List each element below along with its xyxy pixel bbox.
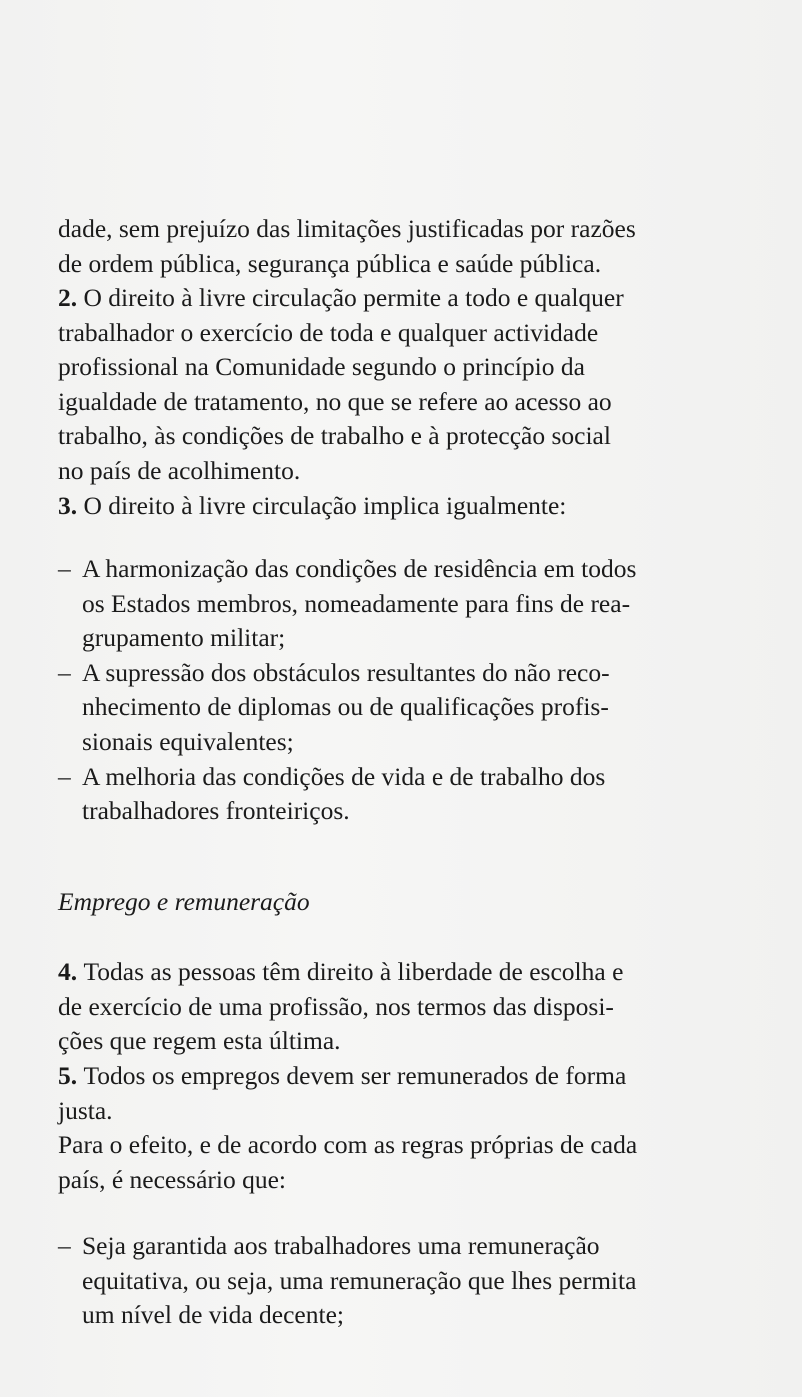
- dash-marker: –: [58, 657, 71, 687]
- text-line: justa.: [58, 1095, 113, 1125]
- text-line: Seja garantida aos trabalhadores uma remuneração: [82, 1231, 600, 1260]
- bullet-list-2: [58, 1229, 698, 1333]
- bullet-item: [58, 656, 698, 760]
- text-line: A harmonização das condições de residência em todos: [82, 554, 637, 583]
- bullet-list-1: [58, 552, 698, 829]
- bullet-item: [58, 760, 698, 829]
- text-line: trabalhadores fronteiriços.: [82, 796, 350, 826]
- text-line: ções que regem esta última.: [58, 1026, 341, 1056]
- dash-marker: –: [58, 1231, 71, 1260]
- text-line: dade, sem prejuízo das limitações justificadas por razões: [58, 214, 636, 243]
- bullet-item: [58, 552, 698, 656]
- text-line: igualdade de tratamento, no que se refere ao acesso ao: [58, 386, 612, 416]
- text-line: profissional na Comunidade segundo o princípio da: [58, 352, 585, 382]
- text-line: A supressão dos obstáculos resultantes do não reco-: [82, 657, 610, 687]
- text-line: O direito à livre circulação permite a todo e qualquer: [83, 283, 624, 312]
- text-line: nhecimento de diplomas ou de qualificações profis-: [82, 692, 609, 722]
- text-line: país, é necessário que:: [58, 1164, 286, 1194]
- paragraph-after-5: [58, 1128, 698, 1197]
- text-line: de ordem pública, segurança pública e saúde pública.: [58, 248, 602, 278]
- text-line: um nível de vida decente;: [82, 1300, 344, 1330]
- text-line: O direito à livre circulação implica igualmente:: [83, 491, 567, 520]
- section-heading: Emprego e remuneração: [58, 887, 310, 916]
- paragraph-number: 3.: [58, 491, 84, 520]
- text-line: trabalhador o exercício de toda e qualquer actividade: [58, 317, 599, 347]
- text-line: os Estados membros, nomeadamente para fins de rea-: [82, 588, 631, 618]
- text-line: A melhoria das condições de vida e de trabalho dos: [82, 761, 606, 791]
- text-line: equitativa, ou seja, uma remuneração que lhes permita: [82, 1265, 637, 1295]
- text-line: Todas as pessoas têm direito à liberdade de escolha e: [83, 957, 624, 986]
- text-line: trabalho, às condições de trabalho e à protecção social: [58, 421, 611, 451]
- text-line: Todos os empregos devem ser remunerados de forma: [83, 1061, 627, 1090]
- text-line: sionais equivalentes;: [82, 726, 294, 756]
- paragraph-number: 4.: [58, 957, 84, 986]
- paragraph-continuation: [58, 212, 698, 281]
- text-line: Para o efeito, e de acordo com as regras próprias de cada: [58, 1130, 638, 1159]
- bullet-item: [58, 1229, 698, 1333]
- dash-marker: –: [58, 761, 71, 791]
- text-line: no país de acolhimento.: [58, 455, 301, 485]
- numbered-paragraph-3: [58, 489, 698, 524]
- paragraph-number: 2.: [58, 283, 84, 312]
- numbered-paragraph-2: [58, 281, 698, 489]
- numbered-paragraph-4: [58, 955, 698, 1059]
- section-heading-block: [58, 885, 698, 920]
- paragraph-number: 5.: [58, 1061, 84, 1090]
- dash-marker: –: [58, 554, 71, 583]
- text-line: grupamento militar;: [82, 623, 286, 653]
- numbered-paragraph-5: [58, 1059, 698, 1128]
- text-line: de exercício de uma profissão, nos termos das disposi-: [58, 991, 614, 1021]
